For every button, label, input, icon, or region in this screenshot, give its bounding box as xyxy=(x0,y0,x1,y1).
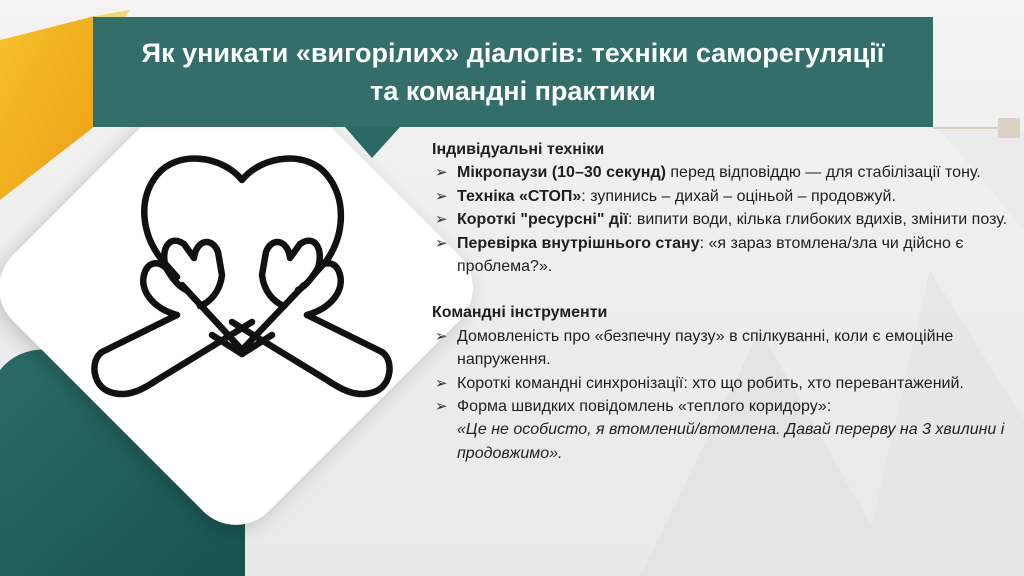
list-item xyxy=(432,232,1012,279)
list-item xyxy=(432,395,1012,465)
individual-heading: Індивідуальні техніки xyxy=(432,141,605,158)
item-italic-quote: «Це не особисто, я втомлений/втомлена. Давай перерву на 3 хвилини і продовжимо». xyxy=(457,421,1005,462)
item-text: Форма швидких повідомлень «теплого коридору»: xyxy=(457,398,832,416)
item-bold: Короткі "ресурсні" дії xyxy=(457,211,628,229)
arrow-bullet-icon: ➢ xyxy=(435,164,448,182)
arrow-bullet-icon: ➢ xyxy=(435,234,448,252)
arrow-bullet-icon: ➢ xyxy=(435,374,448,392)
title-line-2: та командні практики xyxy=(370,76,656,106)
arrow-bullet-icon: ➢ xyxy=(435,187,448,205)
spacer xyxy=(432,278,1012,301)
accent-square xyxy=(998,118,1020,138)
team-heading: Командні інструменти xyxy=(432,304,608,322)
list-item xyxy=(432,161,1012,184)
list-item xyxy=(432,208,1012,231)
self-hug-heart-icon xyxy=(82,140,402,410)
gold-shape xyxy=(0,16,95,200)
item-bold: Перевірка внутрішнього стану xyxy=(457,234,700,252)
content-column xyxy=(432,138,1012,465)
item-text: перед відповіддю — для стабілізації тону. xyxy=(665,164,981,182)
list-item xyxy=(432,372,1012,395)
list-item xyxy=(432,185,1012,208)
arrow-bullet-icon: ➢ xyxy=(435,398,448,416)
list-item xyxy=(432,325,1012,372)
item-text: : «я зараз втомлена/зла чи дійсно є проблема?». xyxy=(457,234,964,276)
arrow-bullet-icon: ➢ xyxy=(435,211,448,229)
item-text: : випити води, кілька глибоких вдихів, змінити позу. xyxy=(627,211,1008,229)
item-text: : зупинись – дихай – оціньой – продовжуй. xyxy=(581,187,896,205)
arrow-bullet-icon: ➢ xyxy=(435,327,448,345)
title-line-1: Як уникати «вигорілих» діалогів: техніки саморегуляції xyxy=(141,38,885,68)
item-bold: Техніка «СТОП» xyxy=(457,187,582,205)
item-text: Короткі командні синхронізації: хто що робить, хто перевантажений. xyxy=(457,374,964,392)
item-bold: Мікропаузи (10–30 секунд) xyxy=(457,164,666,182)
title-bar xyxy=(93,17,933,127)
item-text: Домовленість про «безпечну паузу» в спілкуванні, коли є емоційне напруження. xyxy=(457,327,954,369)
